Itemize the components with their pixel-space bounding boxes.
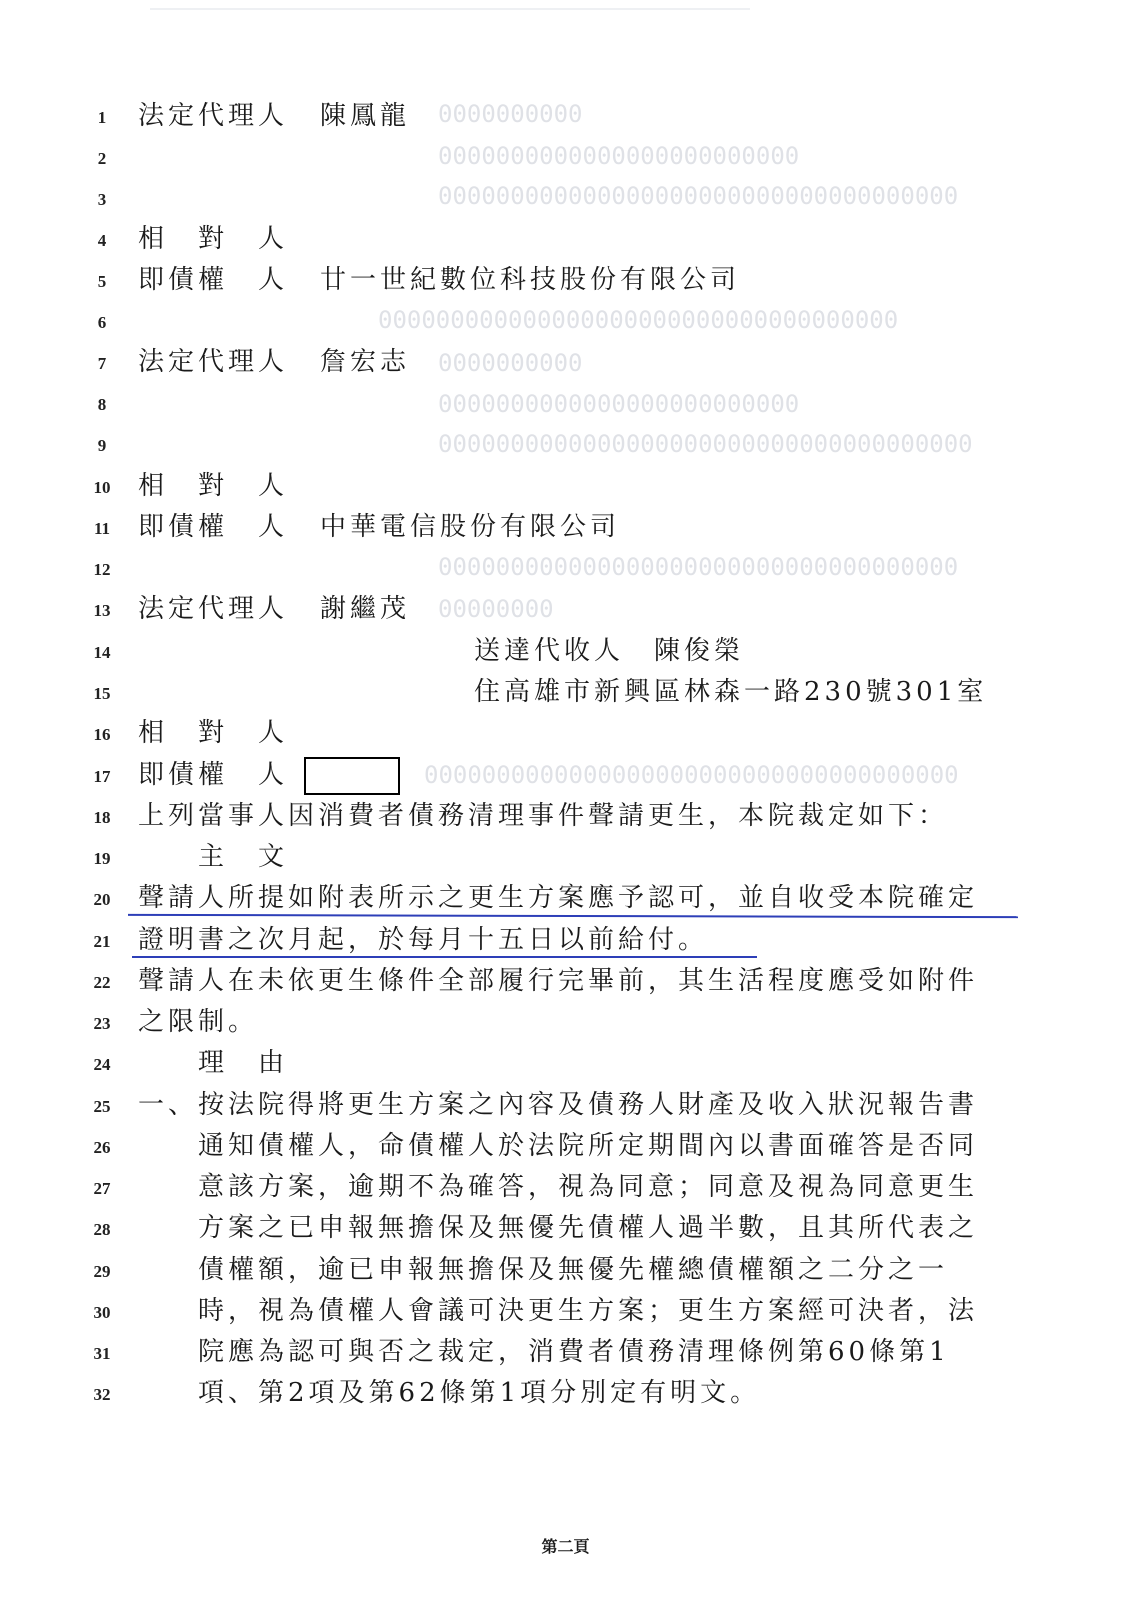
document-line [0,1250,1131,1291]
ghost-text: 00000000 [438,595,554,623]
line-number: 25 [93,1097,111,1116]
document-line [0,1208,1131,1249]
line-value: 詹宏志 [320,347,411,377]
line-number: 5 [97,272,107,291]
line-number: 2 [97,149,107,168]
line-number: 8 [97,395,107,414]
line-text: 通知債權人，命債權人於法院所定期間內以書面確答是否同 [198,1131,979,1161]
line-text: 項、第2項及第62條第1項分別定有明文。 [198,1378,761,1408]
line-number: 18 [93,808,111,827]
line-text: 聲請人所提如附表所示之更生方案應予認可，並自收受本院確定 [138,883,979,913]
line-value: 陳鳳龍 [320,101,411,131]
line-text: 一、按法院得將更生方案之內容及債務人財產及收入狀況報告書 [138,1090,979,1120]
document-line [0,1126,1131,1167]
line-text: 即債權 人 [138,760,289,790]
document-line [0,755,1131,796]
ghost-text: 000000000000000000000000000000000000 [378,306,899,334]
document-line [0,672,1131,713]
document-line [0,1332,1131,1373]
line-text: 之限制。 [138,1007,259,1037]
line-number: 30 [93,1303,111,1322]
line-text: 債權額，逾已申報無擔保及無優先權總債權額之二分之一 [198,1255,949,1285]
line-text: 時，視為債權人會議可決更生方案；更生方案經可決者，法 [198,1296,979,1326]
ghost-text: 000000000000000000000000000000000000 [438,553,959,581]
line-text: 即債權 人 [138,265,289,295]
line-text: 相 對 人 [138,471,289,501]
ghost-text: 0000000000000000000000000 [438,142,800,170]
line-number: 1 [97,108,107,127]
document-line [0,1085,1131,1126]
line-value: 中華電信股份有限公司 [320,512,621,542]
document-line [0,1167,1131,1208]
document-line [0,219,1131,260]
line-text: 即債權 人 [138,512,289,542]
line-number: 24 [93,1055,111,1074]
ghost-text: 0000000000000000000000000000000000000 [424,761,959,789]
line-number: 26 [93,1138,111,1157]
document-line [0,631,1131,672]
document-line [0,383,1131,424]
line-text: 聲請人在未依更生條件全部履行完畢前，其生活程度應受如附件 [138,966,979,996]
line-number: 17 [93,767,111,786]
line-number: 20 [93,890,111,909]
line-value: 謝繼茂 [320,594,411,624]
line-number: 22 [93,973,111,992]
ghost-text: 0000000000 [438,349,583,377]
document-line [0,96,1131,137]
document-line [0,920,1131,961]
line-number: 19 [93,849,111,868]
document-line [0,1043,1131,1084]
redaction-box [304,757,400,795]
document-line [0,137,1131,178]
ghost-text: 0000000000000000000000000 [438,390,800,418]
document-line [0,713,1131,754]
highlight-underline [132,956,757,958]
line-text: 方案之已申報無擔保及無優先債權人過半數，且其所代表之 [198,1213,979,1243]
line-number: 29 [93,1262,111,1281]
line-text: 法定代理人 [138,101,289,131]
line-text: 意該方案，逾期不為確答，視為同意；同意及視為同意更生 [198,1172,979,1202]
line-number: 3 [97,190,107,209]
line-text: 送達代收人 陳俊榮 [474,636,745,666]
document-line [0,878,1131,919]
document-line [0,796,1131,837]
document-line [0,507,1131,548]
line-number: 23 [93,1014,111,1033]
line-number: 10 [93,478,111,497]
page-footer: 第二頁 [541,1537,590,1556]
line-text: 相 對 人 [138,718,289,748]
ghost-text: 0000000000000000000000000000000000000 [438,430,973,458]
line-text: 相 對 人 [138,224,289,254]
document-line [0,260,1131,301]
line-text: 法定代理人 [138,347,289,377]
line-number: 11 [93,519,111,538]
line-number: 9 [97,436,107,455]
line-number: 32 [93,1385,111,1404]
ghost-text: 0000000000 [438,100,583,128]
line-text: 住高雄市新興區林森一路230號301室 [474,677,988,707]
document-line [0,548,1131,589]
scan-artifact [150,8,750,30]
line-number: 31 [93,1344,111,1363]
line-number: 7 [97,354,107,373]
line-text: 上列當事人因消費者債務清理事件聲請更生，本院裁定如下： [138,801,949,831]
document-line [0,301,1131,342]
document-line [0,837,1131,878]
section-heading: 主 文 [198,842,289,872]
document-line [0,1291,1131,1332]
document-line [0,1373,1131,1414]
section-heading: 理 由 [198,1048,289,1078]
line-number: 13 [93,601,111,620]
line-number: 6 [97,313,107,332]
document-line [0,589,1131,630]
line-text: 證明書之次月起，於每月十五日以前給付。 [138,925,709,955]
line-number: 28 [93,1220,111,1239]
document-line [0,961,1131,1002]
line-number: 16 [93,725,111,744]
line-number: 15 [93,684,111,703]
document-line [0,178,1131,219]
line-number: 27 [93,1179,111,1198]
line-number: 14 [93,643,111,662]
line-text: 院應為認可與否之裁定，消費者債務清理條例第60條第1 [198,1337,950,1367]
document-line [0,466,1131,507]
document-line [0,342,1131,383]
ghost-text: 000000000000000000000000000000000000 [438,182,959,210]
line-number: 4 [97,231,107,250]
line-text: 法定代理人 [138,594,289,624]
line-number: 12 [93,560,111,579]
line-number: 21 [93,932,111,951]
document-line [0,424,1131,465]
document-line [0,1002,1131,1043]
line-value: 廿一世紀數位科技股份有限公司 [320,265,741,295]
